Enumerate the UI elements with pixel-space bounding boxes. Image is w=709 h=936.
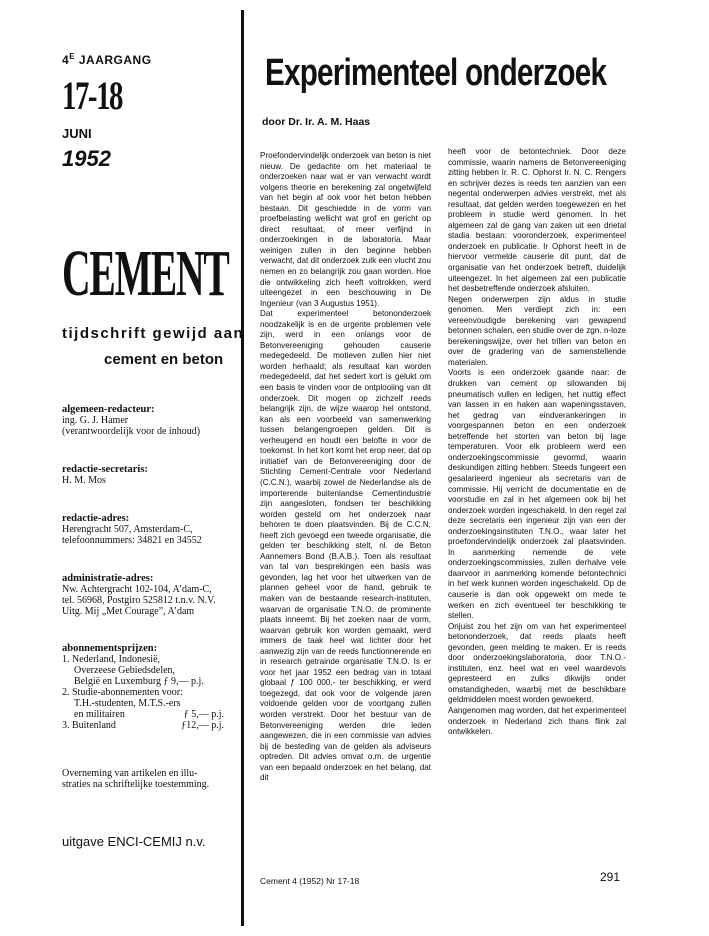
- article-paragraph: Proefondervindelijk onderzoek van beton is niet nieuw. De gedachte om het materiaal te onderzoeken naar wat er van verwacht wordt volgens theorie en berekening zal ongetwijfeld van het begin af ook voor het beton hebben bestaan. Dit geschiedde in de vorm van proefbelasting wellicht wat grof en gericht op direct resultaat, of meer verfijnd in onderzoekingen in de laboratoria. Maar weinigen zullen in den beginne hebben verwacht, dat dit onderzoek zulk een vlucht zou nemen en zo belangrijk zou gaan worden. Hoe die ontwikkeling zich heeft voltrokken, werd uiteengezet in een beschouwing in De Ingenieur (van 3 Augustus 1951).: [260, 151, 431, 308]
- reprint-notice: [62, 768, 236, 790]
- admin-block: [62, 573, 236, 617]
- issue-month: JUNI: [62, 126, 92, 141]
- tagline-line-2: cement en beton: [104, 351, 224, 368]
- subscription-line: België en Luxemburg ƒ 9,— p.j.: [74, 676, 204, 687]
- issue-number: 17-18: [62, 73, 122, 118]
- editor-line: ing. G. J. Hamer: [62, 415, 129, 426]
- admin-heading: administratie-adres:: [62, 573, 154, 584]
- admin-line: Uitg. Mij „Met Courage”, A’dam: [62, 606, 195, 617]
- issue-year: 1952: [62, 146, 111, 171]
- subscription-price: ƒ 5,— p.j.: [183, 709, 224, 720]
- publisher-line: uitgave ENCI-CEMIJ n.v.: [62, 834, 206, 849]
- reprint-line: straties na schriftelijke toestemming.: [62, 779, 210, 790]
- editor-heading: algemeen-redacteur:: [62, 404, 155, 415]
- secretary-block: [62, 464, 236, 486]
- article-paragraph: Negen onderwerpen zijn aldus in studie genomen. Men verdiept zich in: een vereenvoudigde berekening van gewapend betonnen schalen, een studie over de zgn. n-loze berekeningswijze, over het trillen van beton en over de gradering van de samenstellende materialen.: [448, 294, 626, 367]
- secretary-line: H. M. Mos: [62, 475, 106, 486]
- subscription-label: en militairen: [74, 709, 125, 720]
- article-paragraph: Dat experimenteel betononderzoek noodzakelijk is en de urgente problemen vele zijn, werd in een onlangs voor de Betonvereeniging gehouden causerie medegedeeld. De motieven zullen hier niet worden herhaald; als resultaat kan worden medegedeeld, dat het sedert kort is gelukt om een basis te vinden voor de ontplooiing van dit onderzoek. Dit mogen op zichzelf reeds belangrijk zijn, de wijze waarop hel ontstond, kan als een voorbeeld van samenwerking tussen belangengroepen gelden. Dit is verheugend en houdt een belofte in voor de toekomst. In het kort komt het erop neer, dat op initiatief van de Betonvereeniging door de Stichting Cement-Centrale voor Nederland (C.C.N.), waarbij zowel de Nederlandse als de importerende buitenlandse Cementindustrie zijn aangesloten, fondsen ter beschikking worden gesteld om het onderzoek naar behoren te doen plaatsvinden. Bij de C.C.N, heeft zich gevoegd een tweede organisatie, die gelden ter beschikking stelt, nl. de Beton Aannemers Bond (B.A.B.). Toen als resultaat van tal van besprekingen een basis was gevonden, lag het voor het uitwerken van de plannen geheel voor de hand, gebruik te maken van de bestaande research-instituten, waarvan de organisatie T.N.O. de prominente plaats inneemt. Bij het zoeken naar de vorm, waarvan gebruik kon worden gemaakt, werd immers de taak heel wat lichter door het aanwezig zijn van de reeds functionnerende en in research getrainde organisatie T.N.O. Is er voor het jaar 1952 een bedrag van in totaal globaal ƒ 100 000,- ter beschikking, er werd toegezegd, dat ook voor de volgende jaren voldoende gelden voor de voortgang zullen worden verstrekt. Door het bestuur van de Betonvereeniging werden drie leden aangewezen, die in een commissie van advies bij de besteding van de gelden als adviseurs optreden. Dit advies omvat o.m. de urgentie van een bepaald onderzoek en het belang, dat dit: [260, 309, 431, 783]
- subscriptions-block: [62, 643, 236, 731]
- article-title: Experimenteel onderzoek: [265, 52, 607, 94]
- subscription-price: ƒ12,— p.j.: [181, 720, 224, 731]
- address-line: telefoonnummers: 34821 en 34552: [62, 535, 202, 546]
- article-column-1: [260, 151, 431, 784]
- article-paragraph: Voorts is een onderzoek gaande naar: de drukken van cement op silowanden bij pneumatisch vullen en ledigen, het nuttig effect van lassen in en haken aan wapeningsstaven, het gedrag van eindverankeringen in voorgespannen beton en een onderzoek betreffende het storten van beton bij lage temperaturen. Voor elk probleem werd een onderzoekingscommissie gevormd, waarin deskundigen zitting hebben. Steeds fungeert een gesalarieerd ingenieur als secretaris van de commissie. Hij verricht de documentatie en de voorstudie en zal in het algemeen ook bij het onderzoek worden ingeschakeld. In den regel zal deze secretaris een ingenieur zijn van een der onderzoekingsinstituten T.N.O., waar later het proefondervindelijk onderzoek zal plaatsvinden. In aanmerking nemende de vele onderzoekingscommissies, zullen derhalve vele daarvoor in aanmerking komende betontechnici in het werk kunnen worden ingeschakeld. Op de causerie is dan ook opgewekt om mede te werken en zich eventueel ter beschikking te stellen.: [448, 368, 626, 621]
- address-block: [62, 513, 236, 546]
- subscription-line: 1. Nederland, Indonesië,: [62, 654, 161, 665]
- subscription-line: 2. Studie-abonnementen voor:: [62, 687, 183, 698]
- article-paragraph: heeft voor de betontechniek. Door deze commissie, waarin namens de Betonvereeniging zitting hebben Ir. R. C. Ophorst Ir. N. C. Rengers en schrijver dezes is reeds ten aanzien van een negental onderwerpen advies verstrekt, met als resultaat, dat gelden werden toegewezen en het probleem in studie werd genomen. In het algemeen zal de gang van zaken uit een drietal stadia bestaan: vooronderzoek, experimenteel onderzoek en publicatie. Ir Ophorst heeft in de hiervoor vermelde causerie dit punt, dat de organisatie van het onderzoek betreft, duidelijk uiteengezet. In het algemeen zal een publicatie het desbetreffende onderzoek afsluiten.: [448, 147, 626, 294]
- volume-label: $4^E$ JAARGANG: [62, 52, 152, 67]
- subscription-row: [62, 709, 224, 720]
- page-number: 291: [600, 870, 621, 884]
- subscription-row: [62, 720, 224, 731]
- editor-block: [62, 404, 236, 437]
- article-column-2: [448, 147, 626, 738]
- reprint-line: Overneming van artikelen en illu-: [62, 768, 198, 779]
- secretary-heading: redactie-secretaris:: [62, 464, 148, 475]
- admin-line: tel. 56968, Postgiro 525812 t.n.v. N.V.: [62, 595, 216, 606]
- subscription-line: T.H.-studenten, M.T.S.-ers: [74, 698, 181, 709]
- article-paragraph: Onjuist zou het zijn om van het experimenteel betononderzoek, dat reeds plaats heeft gevonden, geen melding te maken. Er is reeds door onderzoekingslaboratoria, door T.N.O.-instituten, enz. heel wat en veel waardevols gepresteerd en zulks dikwijls onder omstandigheden, waarbij met de beschikbare geldmiddelen moest worden gewoekerd.: [448, 621, 626, 705]
- subscriptions-heading: abonnementsprijzen:: [62, 643, 158, 654]
- magazine-logo: CEMENT: [62, 237, 229, 310]
- address-line: Herengracht 507, Amsterdam-C,: [62, 524, 193, 535]
- editor-line: (verantwoordelijk voor de inhoud): [62, 426, 201, 437]
- tagline-line-1: tijdschrift gewijd aan: [62, 325, 245, 342]
- vertical-divider-rule: [241, 10, 244, 926]
- article-byline: door Dr. Ir. A. M. Haas: [262, 116, 371, 128]
- article-paragraph: Aangenomen mag worden, dat het experimenteel onderzoek in Nederland zich thans flink zal ontwikkelen.: [448, 705, 626, 737]
- admin-line: Nw. Achtergracht 102-104, A’dam-C,: [62, 584, 212, 595]
- address-heading: redactie-adres:: [62, 513, 130, 524]
- subscription-label: 3. Buitenland: [62, 720, 116, 731]
- page-footer-citation: Cement 4 (1952) Nr 17-18: [260, 876, 360, 886]
- subscription-line: Overzeese Gebiedsdelen,: [74, 665, 176, 676]
